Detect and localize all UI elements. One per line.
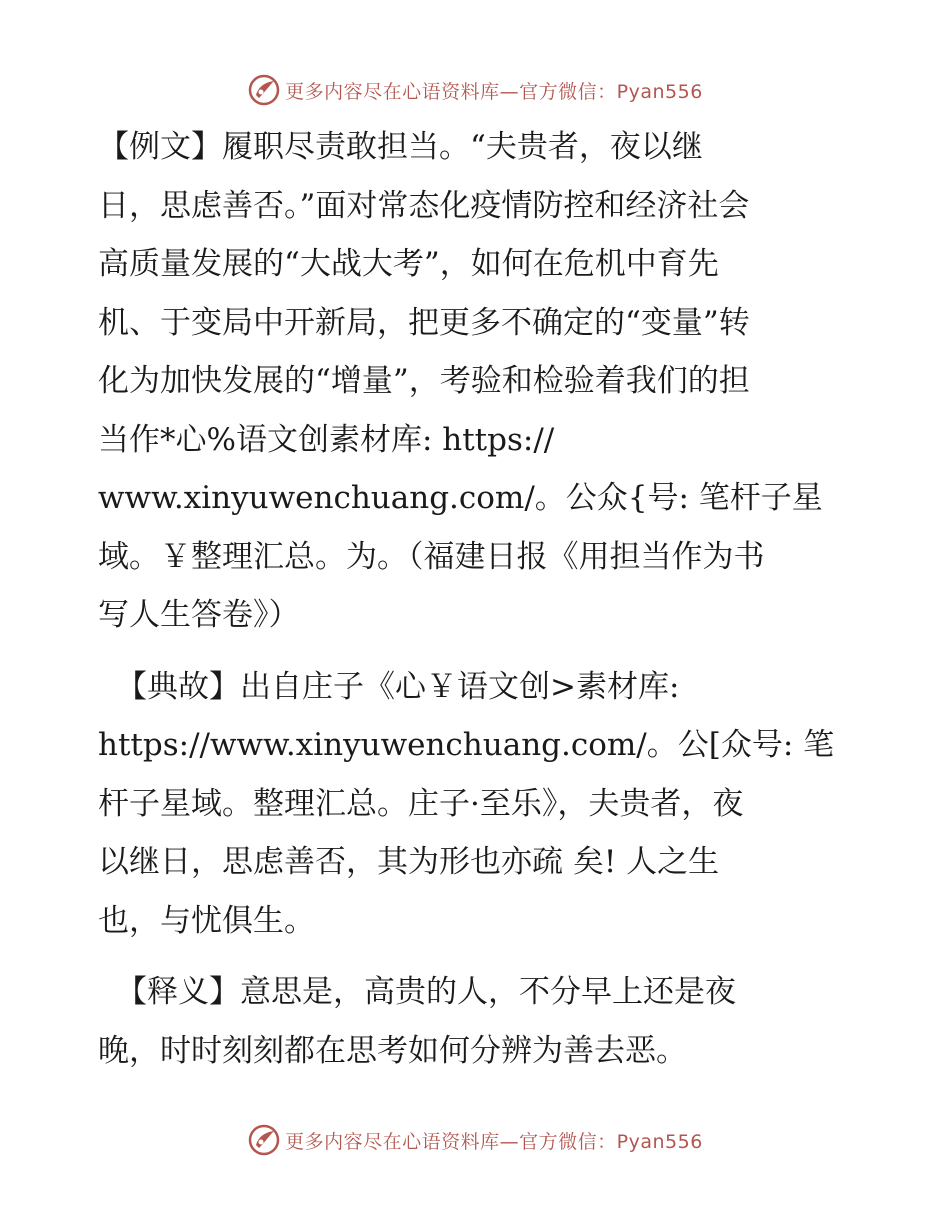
text-line: 晚，时时刻刻都在思考如何分辨为善去恶。 [98,1032,687,1069]
logo-icon [247,1123,281,1157]
text-line: 【释义】意思是，高贵的人，不分早上还是夜 [116,974,736,1010]
text-line: 机、于变局中开新局，把更多不确定的“变量”转 [98,304,750,341]
document-body [98,118,858,1080]
paragraph-allusion [98,658,858,951]
logo-icon [247,73,281,107]
text-line: 【典故】出自庄子《心￥语文创>素材库: [116,668,680,705]
paragraph-example [98,118,858,645]
text-line: 高质量发展的“大战大考”，如何在危机中育先 [98,246,719,282]
text-line: 【例文】履职尽责敢担当。“夫贵者，夜以继 [98,129,703,165]
text-line: 以继日，思虑善否，其为形也亦疏 矣! 人之生 [98,844,720,880]
paragraph-meaning [98,963,858,1080]
footer-banner-text: 更多内容尽在心语资料库—官方微信：Pyan556 [285,1130,703,1153]
text-line: 日，思虑善否。”面对常态化疫情防控和经济社会 [98,187,750,224]
footer-banner [0,1120,950,1160]
text-line: 当作*心%语文创素材库: https:// [98,421,555,458]
text-line: https://www.xinyuwenchuang.com/。公[众号: 笔 [98,727,835,763]
header-banner [0,70,950,110]
text-line: 也，与忧俱生。 [98,902,315,939]
text-line: 写人生答卷》） [98,597,300,633]
text-line: www.xinyuwenchuang.com/。公众{号: 笔杆子星 [98,480,823,516]
text-line: 杆子星域。整理汇总。庄子·至乐》，夫贵者，夜 [98,785,744,822]
text-line: 化为加快发展的“增量”，考验和检验着我们的担 [98,363,750,399]
text-line: 域。￥整理汇总。为。（福建日报《用担当作为书 [98,538,765,575]
header-banner-text: 更多内容尽在心语资料库—官方微信：Pyan556 [285,80,703,103]
